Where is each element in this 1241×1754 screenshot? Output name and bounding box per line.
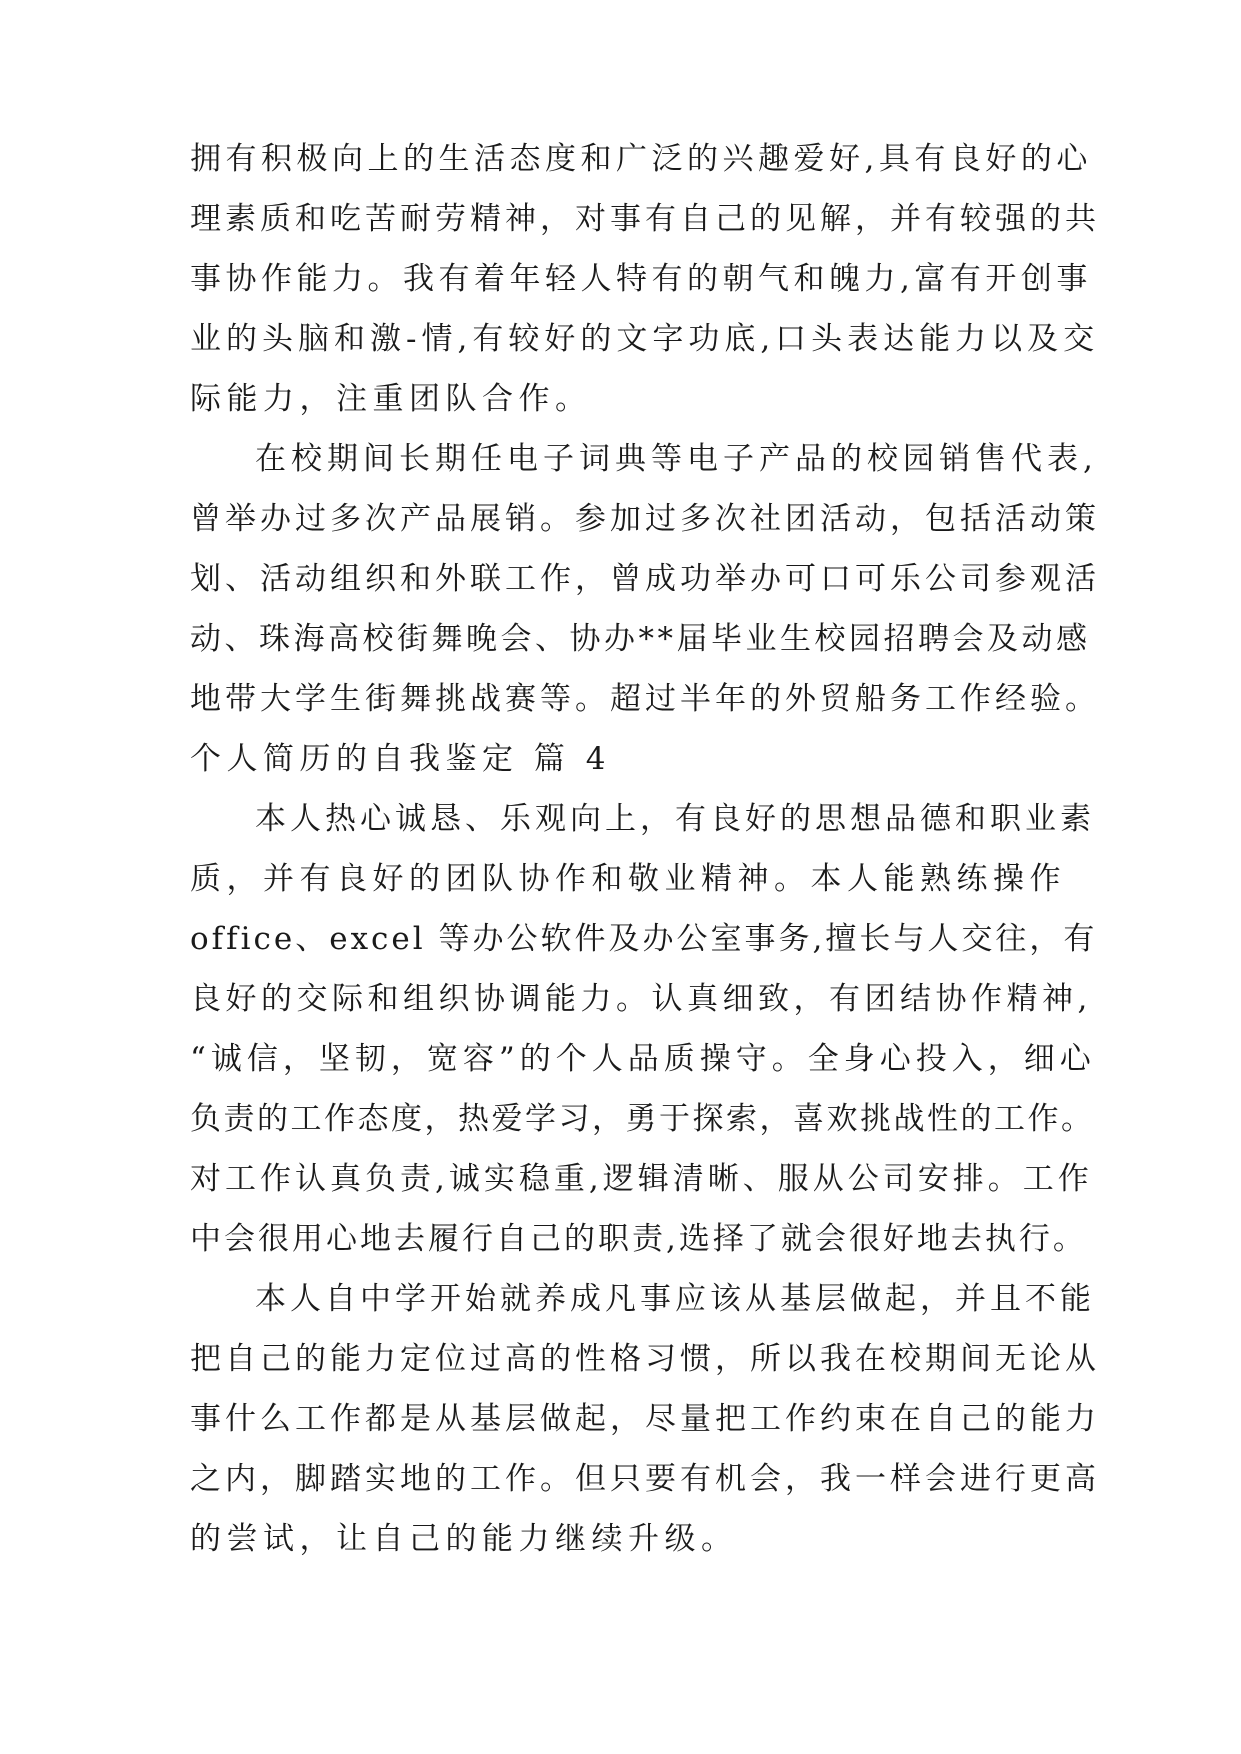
paragraph-line: 业的头脑和激-情,有较好的文字功底,口头表达能力以及交 bbox=[190, 321, 1100, 357]
paragraph-line: 本人热心诚恳、乐观向上，有良好的思想品德和职业素 bbox=[255, 801, 1095, 837]
paragraph-line: 之内，脚踏实地的工作。但只要有机会，我一样会进行更高 bbox=[190, 1461, 1100, 1497]
paragraph-line: 中会很用心地去履行自己的职责,选择了就会很好地去执行。 bbox=[190, 1221, 1087, 1257]
paragraph-line: 对工作认真负责,诚实稳重,逻辑清晰、服从公司安排。工作 bbox=[190, 1161, 1093, 1197]
paragraph-line: 动、珠海高校街舞晚会、协办**届毕业生校园招聘会及动感 bbox=[190, 621, 1091, 657]
paragraph-line: 际能力，注重团队合作。 bbox=[190, 381, 592, 417]
paragraph-line: 在校期间长期任电子词典等电子产品的校园销售代表, bbox=[255, 441, 1098, 477]
paragraph-line: 地带大学生街舞挑战赛等。超过半年的外贸船务工作经验。 bbox=[190, 681, 1100, 717]
paragraph-line: 事什么工作都是从基层做起，尽量把工作约束在自己的能力 bbox=[190, 1401, 1100, 1437]
paragraph-line: 事协作能力。我有着年轻人特有的朝气和魄力,富有开创事 bbox=[190, 261, 1092, 297]
paragraph-line: 理素质和吃苦耐劳精神，对事有自己的见解，并有较强的共 bbox=[190, 201, 1100, 237]
paragraph-line: 划、活动组织和外联工作，曾成功举办可口可乐公司参观活 bbox=[190, 561, 1100, 597]
paragraph-line: office、excel 等办公软件及办公室事务,擅长与人交往，有 bbox=[190, 921, 1098, 957]
section-heading: 个人简历的自我鉴定 篇 4 bbox=[190, 741, 611, 777]
paragraph-line: “诚信，坚韧，宽容”的个人品质操守。全身心投入，细心 bbox=[190, 1041, 1096, 1077]
paragraph-line: 曾举办过多次产品展销。参加过多次社团活动，包括活动策 bbox=[190, 501, 1100, 537]
paragraph-line: 把自己的能力定位过高的性格习惯，所以我在校期间无论从 bbox=[190, 1341, 1100, 1377]
paragraph-line: 拥有积极向上的生活态度和广泛的兴趣爱好,具有良好的心 bbox=[190, 141, 1092, 177]
paragraph-line: 良好的交际和组织协调能力。认真细致，有团结协作精神, bbox=[190, 981, 1092, 1017]
paragraph-line: 本人自中学开始就养成凡事应该从基层做起，并且不能 bbox=[255, 1281, 1095, 1317]
paragraph-line: 质，并有良好的团队协作和敬业精神。本人能熟练操作 bbox=[190, 861, 1066, 897]
paragraph-line: 的尝试，让自己的能力继续升级。 bbox=[190, 1521, 738, 1557]
paragraph-line: 负责的工作态度，热爱学习，勇于探索，喜欢挑战性的工作。 bbox=[190, 1101, 1095, 1137]
